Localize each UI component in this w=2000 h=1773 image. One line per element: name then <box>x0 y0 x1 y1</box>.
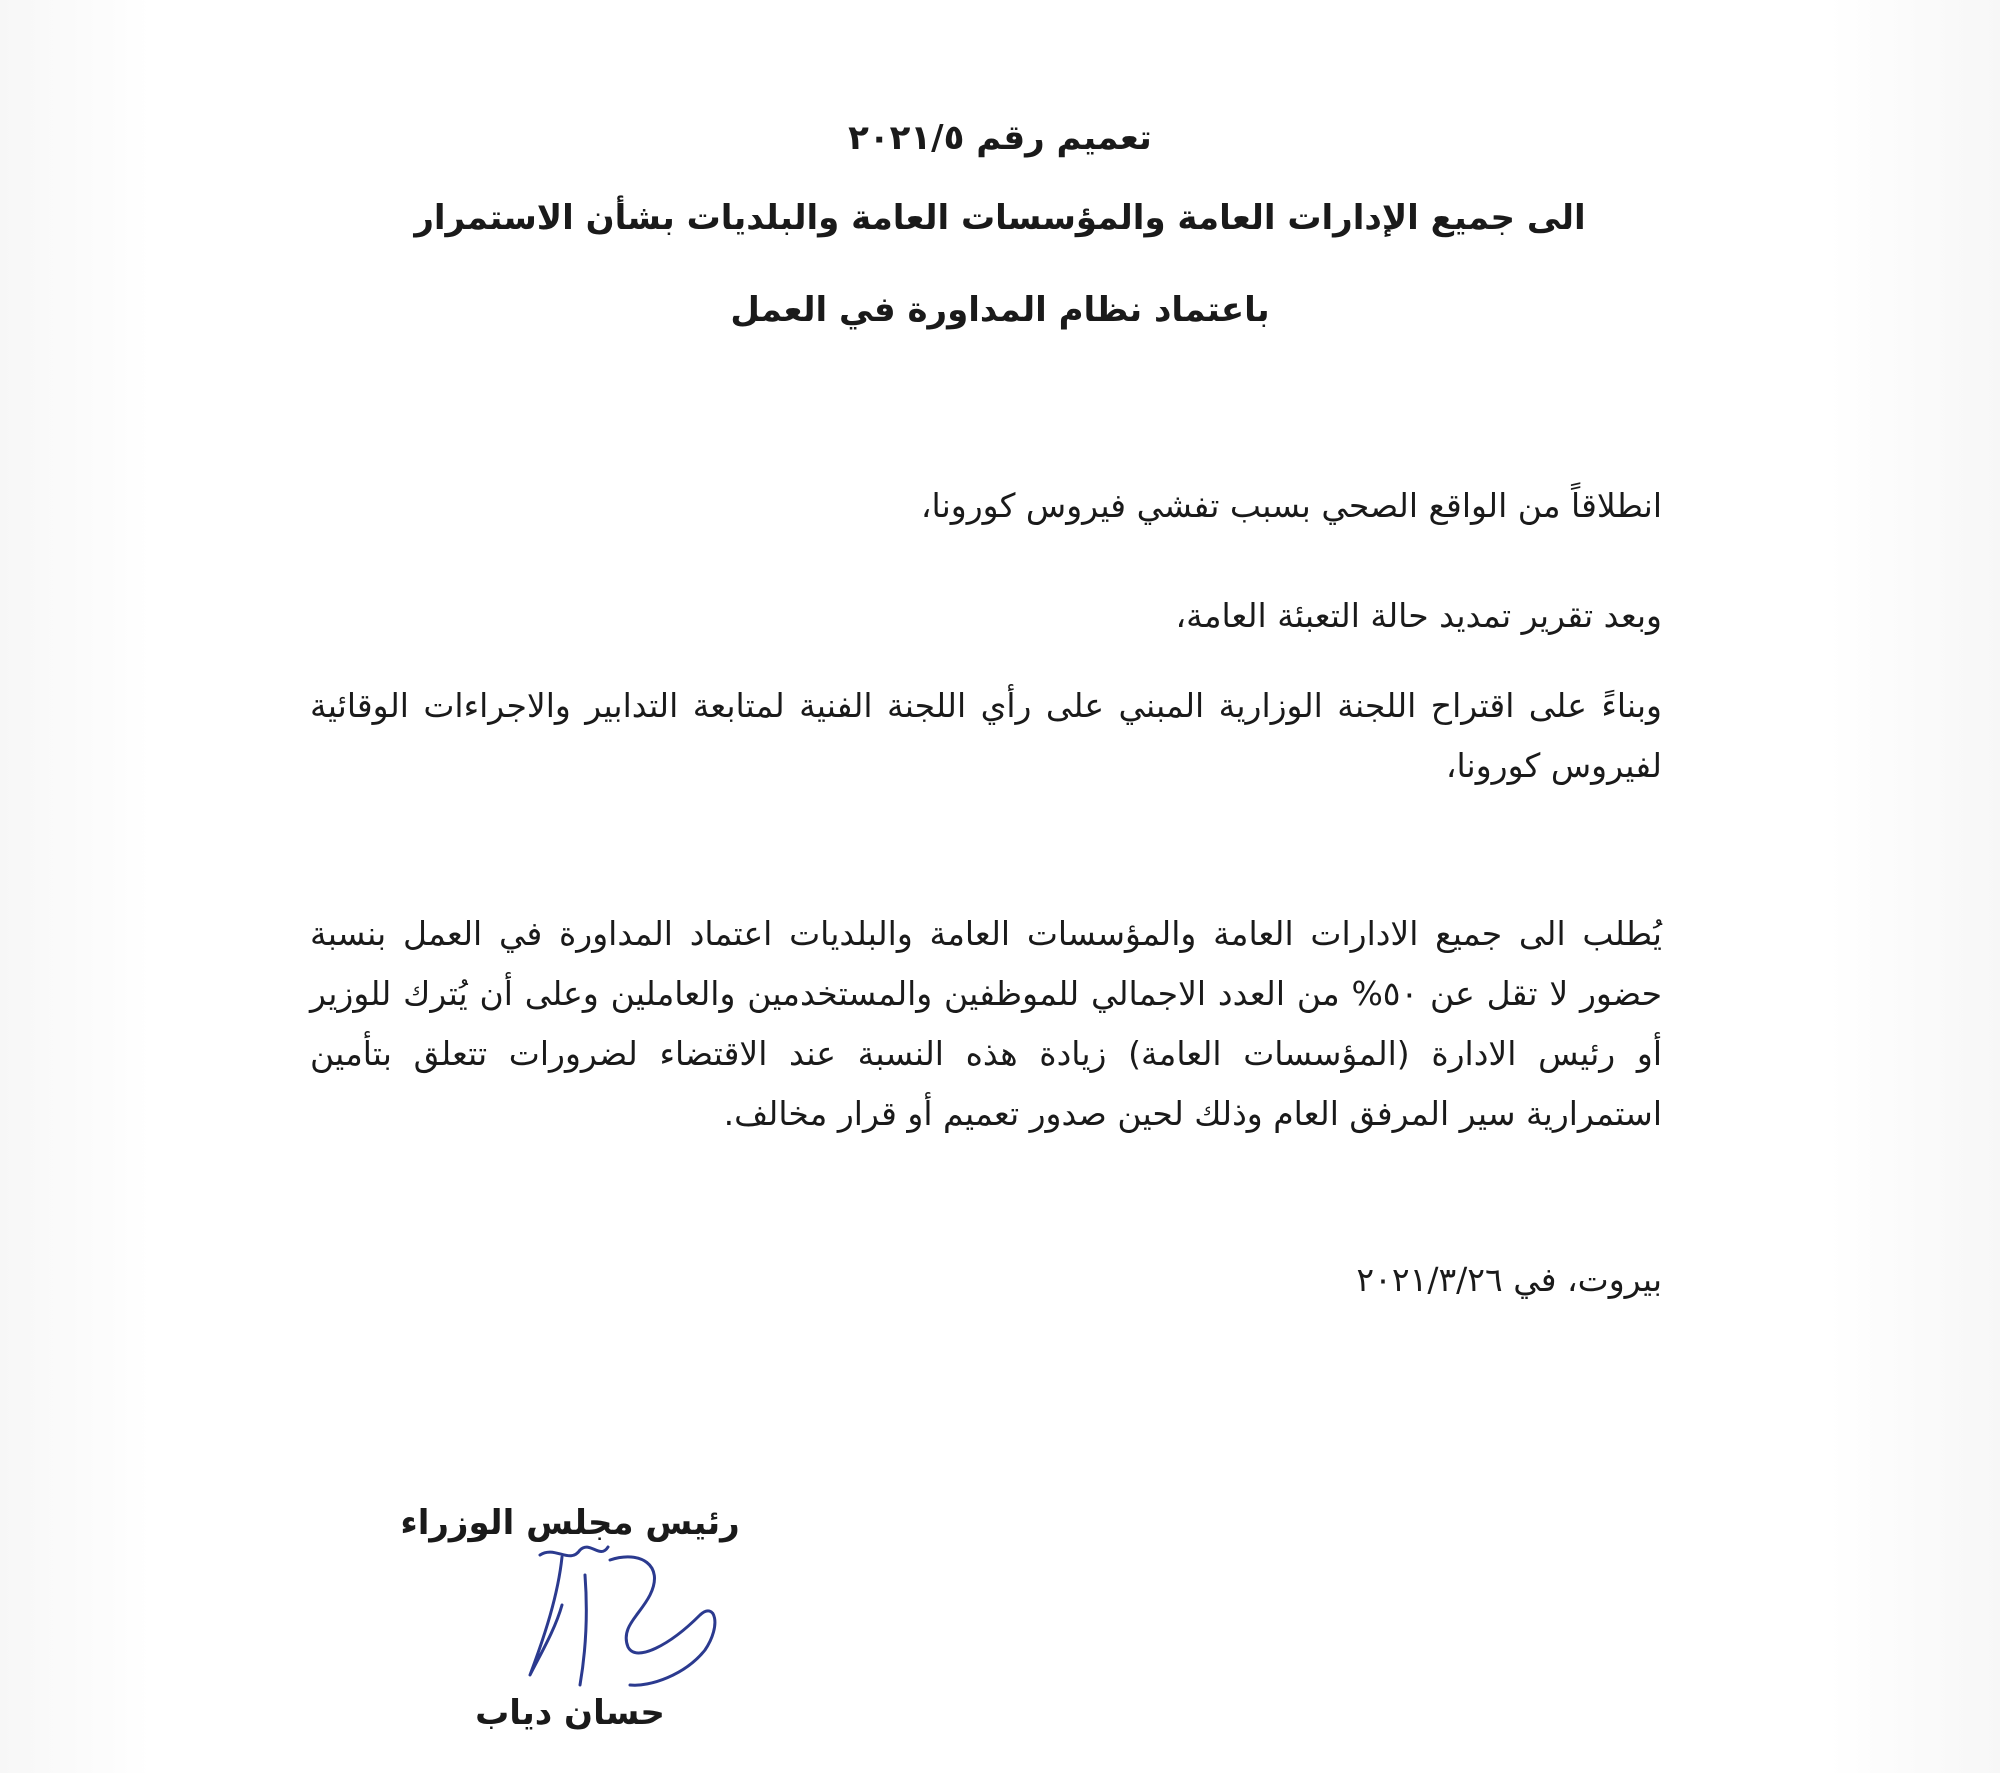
scan-margin-right <box>1830 0 2000 1773</box>
handwritten-signature <box>500 1535 740 1695</box>
signature-strokes <box>530 1547 715 1685</box>
circular-number: تعميم رقم ٢٠٢١/٥ <box>848 118 1152 158</box>
scan-margin-left <box>0 0 150 1773</box>
addressee-line-1: الى جميع الإدارات العامة والمؤسسات العامة والبلديات بشأن الاستمرار <box>414 198 1586 238</box>
decision-paragraph: يُطلب الى جميع الادارات العامة والمؤسسات العامة والبلديات اعتماد المداورة في العمل بنسبة حضور لا تقل عن ٥٠% من العدد الاجمالي للموظفين والمستخدمين والعاملين وعلى أن يُترك للوزير أو رئيس الادارة (المؤسسات العامة) زيادة هذه النسبة عند الاقتضاء لضرورات تتعلق بتأمين استمرارية سير المرفق العام وذلك لحين صدور تعميم أو قرار مخالف. <box>310 914 1662 1133</box>
addressee-line-2: باعتماد نظام المداورة في العمل <box>730 290 1270 330</box>
place-and-date: بيروت، في ٢٠٢١/٣/٢٦ <box>1356 1260 1662 1299</box>
preamble-paragraph: انطلاقاً من الواقع الصحي بسبب تفشي فيروس كورونا، <box>920 486 1662 525</box>
signatory-name: حسان دياب <box>475 1693 665 1733</box>
preamble-paragraph: وبعد تقرير تمديد حالة التعبئة العامة، <box>1175 596 1662 635</box>
signatory-title: رئيس مجلس الوزراء <box>400 1503 740 1543</box>
preamble-paragraph: وبناءً على اقتراح اللجنة الوزارية المبني على رأي اللجنة الفنية لمتابعة التدابير والاجراءات الوقائية لفيروس كورونا، <box>310 686 1662 785</box>
